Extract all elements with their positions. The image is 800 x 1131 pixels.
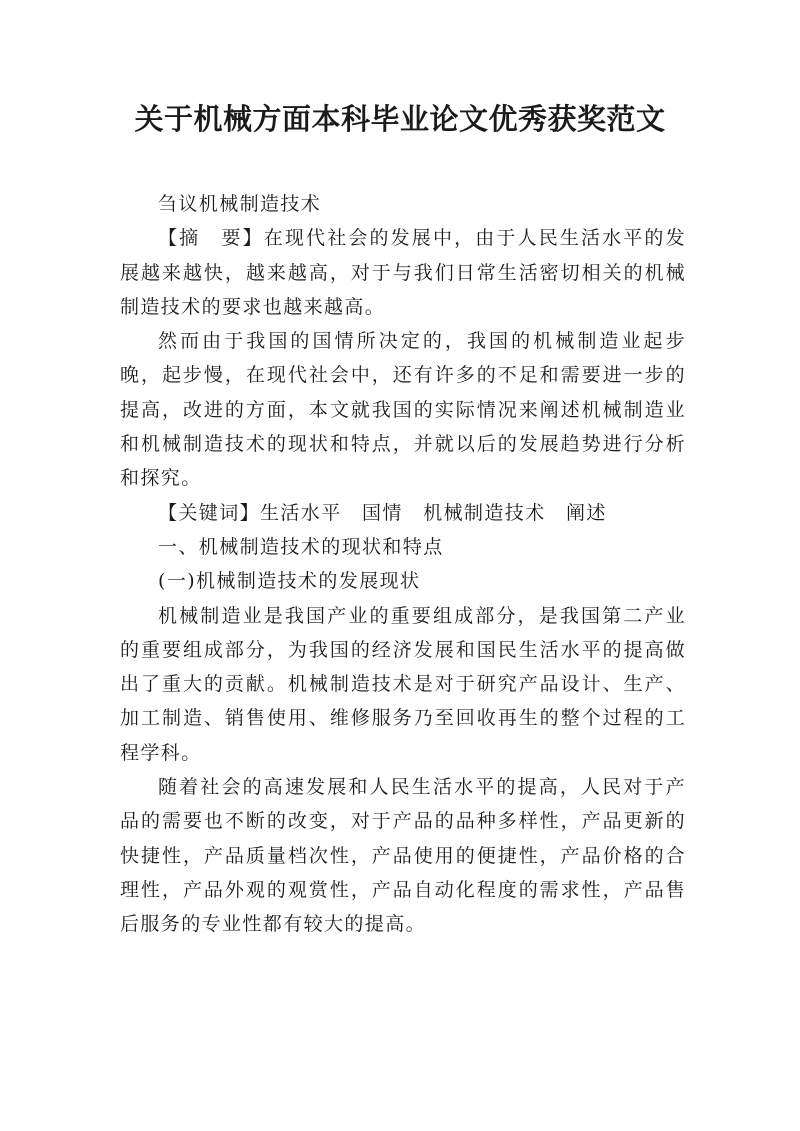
document-body xyxy=(120,187,686,942)
abstract-paragraph: 【摘 要】在现代社会的发展中，由于人民生活水平的发展越来越快，越来越高，对于与我们日常生活密切相关的机械制造技术的要求也越来越高。 xyxy=(120,227,686,318)
body-paragraph: 随着社会的高速发展和人民生活水平的提高，人民对于产品的需要也不断的改变，对于产品的品种多样性，产品更新的快捷性，产品质量档次性，产品使用的便捷性，产品价格的合理性，产品外观的观赏性，产品自动化程度的需求性，产品售后服务的专业性都有较大的提高。 xyxy=(120,776,686,936)
subsection-heading: (一)机械制造技术的发展现状 xyxy=(158,570,421,593)
body-paragraph: 机械制造业是我国产业的重要组成部分，是我国第二产业的重要组成部分，为我国的经济发展和国民生活水平的提高做出了重大的贡献。机械制造技术是对于研究产品设计、生产、加工制造、销售使用、维修服务乃至回收再生的整个过程的工程学科。 xyxy=(120,604,686,764)
article-subtitle: 刍议机械制造技术 xyxy=(158,193,322,215)
body-paragraph: 然而由于我国的国情所决定的，我国的机械制造业起步晚，起步慢，在现代社会中，还有许多的不足和需要进一步的提高，改进的方面，本文就我国的实际情况来阐述机械制造业和机械制造技术的现状和特点，并就以后的发展趋势进行分析和探究。 xyxy=(120,330,686,490)
keywords-line: 【关键词】生活水平 国情 机械制造技术 阐述 xyxy=(158,501,607,524)
section-heading: 一、机械制造技术的现状和特点 xyxy=(158,535,444,558)
document-title: 关于机械方面本科毕业论文优秀获奖范文 xyxy=(134,102,666,136)
